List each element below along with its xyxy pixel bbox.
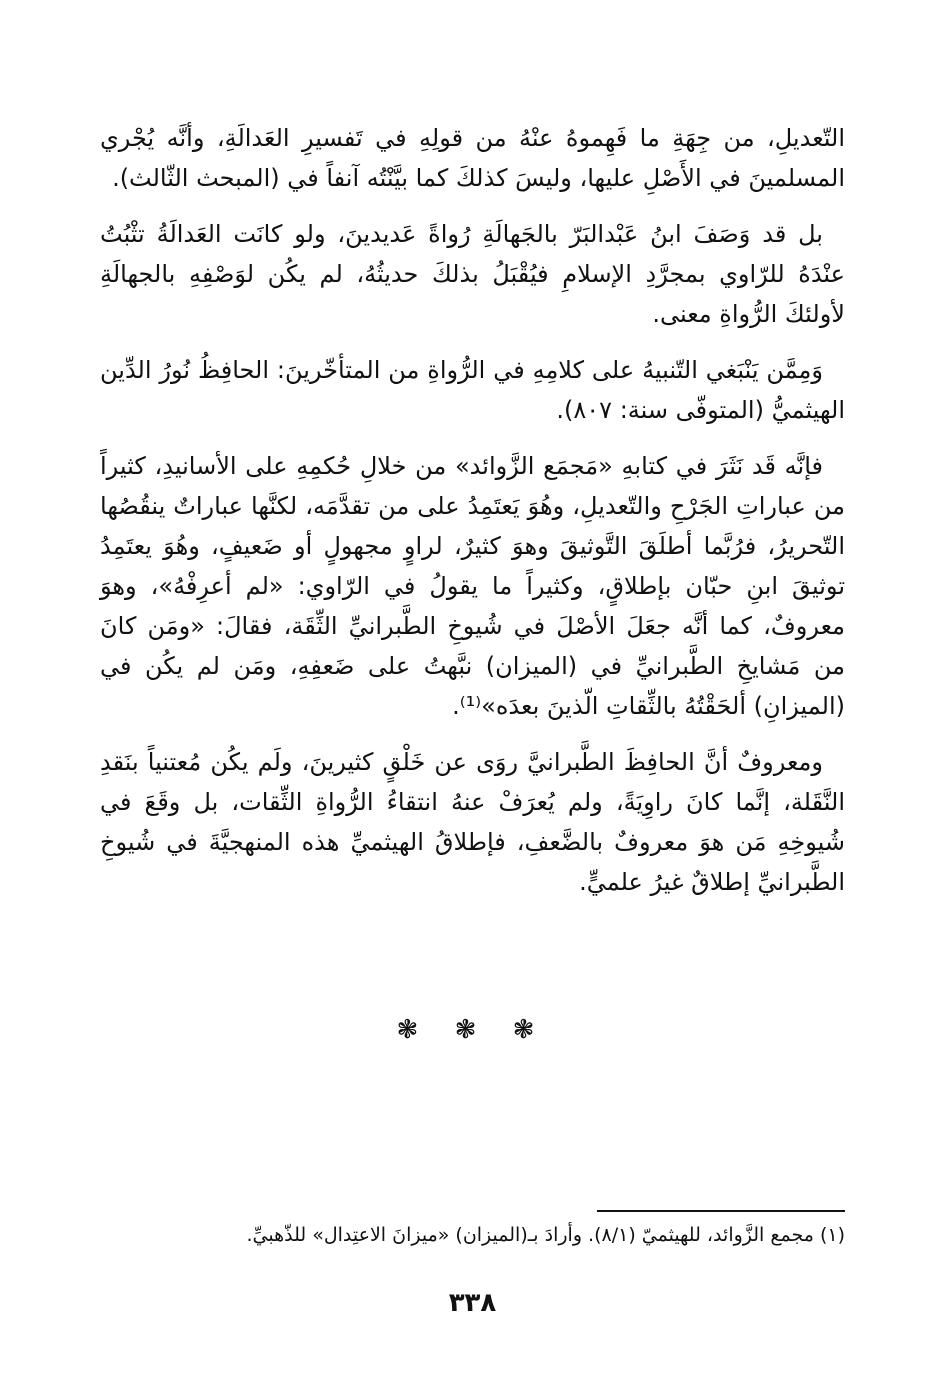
page-number: ٣٣٨ [448, 1288, 497, 1318]
paragraph-2: بل قد وَصَفَ ابنُ عَبْدالبَرّ بالجَهالَةِ رُواةً عَديدينَ، ولو كانَت العَدالَةُ تثْبُتُ عنْدَهُ للرّاوي بمجرَّدِ الإسلامِ فيُقْبَلُ بذلكَ حديثُهُ، لم يكُن لوَصْفِهِ بالجهالَةِ لأولئكَ الرُّواةِ معنى. [100, 220, 845, 328]
paragraph-3: وَمِمَّن يَنْبَغي التّنبيهُ على كلامِهِ في الرُّواةِ من المتأخّرينَ: الحافِظُ نُورُ الدِّين الهيثميُّ (المتوفّى سنة: ٨٠٧). [100, 356, 845, 424]
paragraph-4: فإنَّه قَد نَثَرَ في كتابهِ «مَجمَع الزَّوائد» من خلالِ حُكمِهِ على الأسانيدِ، كثيراً من عباراتِ الجَرْحِ والتّعديلِ، وهُوَ يَعتَمِدُ على من تقدَّمَه، لكنَّها عباراتٌ ينقُصُها التّحريرُ، فرُبَّما أطلَقَ التَّوثيقَ وهوَ كثيرٌ، لراوٍ مجهولٍ أو ضَعيفٍ، وهُوَ يعتَمِدُ توثيقَ ابنِ حبّان بإطلاقٍ، وكثيراً ما يقولُ في الرّاوي: «لم أعرِفْهُ»، وهوَ معروفٌ، كما أنَّه جعَلَ الأصْلَ في شُيوخِ الطَّبرانيِّ الثِّقَة، فقالَ: «ومَن كانَ من مَشايخِ الطَّبرانيِّ في (الميزان) نبَّهتُ على ضَعفِهِ، ومَن لم يكُن في (الميزانِ) ألحَقْتُهُ بالثِّقاتِ الّذينَ بعدَه»⁽¹⁾. [100, 452, 845, 720]
footnote-divider [597, 1210, 845, 1212]
footnote: (١) مجمع الزَّوائد، للهيثميّ (٨/١). وأرادَ بـ(الميزان) «ميزانَ الاعتِدال» للذّهبيِّ. [246, 1224, 845, 1246]
paragraph-5: ومعروفٌ أنَّ الحافِظَ الطَّبرانيَّ روَى عن خَلْقٍ كثيرينَ، ولَم يكُن مُعتنياً بنَقدِ النَّقَلة، إنَّما كانَ راوِيَةً، ولم يُعرَفْ عنهُ انتقاءُ الرُّواةِ الثِّقات، بل وقَعَ في شُيوخِهِ مَن هوَ معروفٌ بالضَّعفِ، فإطلاقُ الهيثميِّ هذه المنهجيَّةَ في شُيوخِ الطَّبرانيِّ إطلاقٌ غيرُ علميٍّ. [100, 748, 845, 896]
paragraph-1: التّعديلِ، من جِهَةِ ما فَهِموهُ عنْهُ من قولِهِ في تَفسيرِ العَدالَةِ، وأنَّه يُجْري المسلمينَ في الأَصْلِ عليها، وليسَ كذلكَ كما بيَّنْتُه آنفاً في (المبحث الثّالث). [100, 124, 845, 192]
section-separator: ❃ ❃ ❃ [396, 1015, 549, 1045]
body-text [100, 118, 845, 918]
